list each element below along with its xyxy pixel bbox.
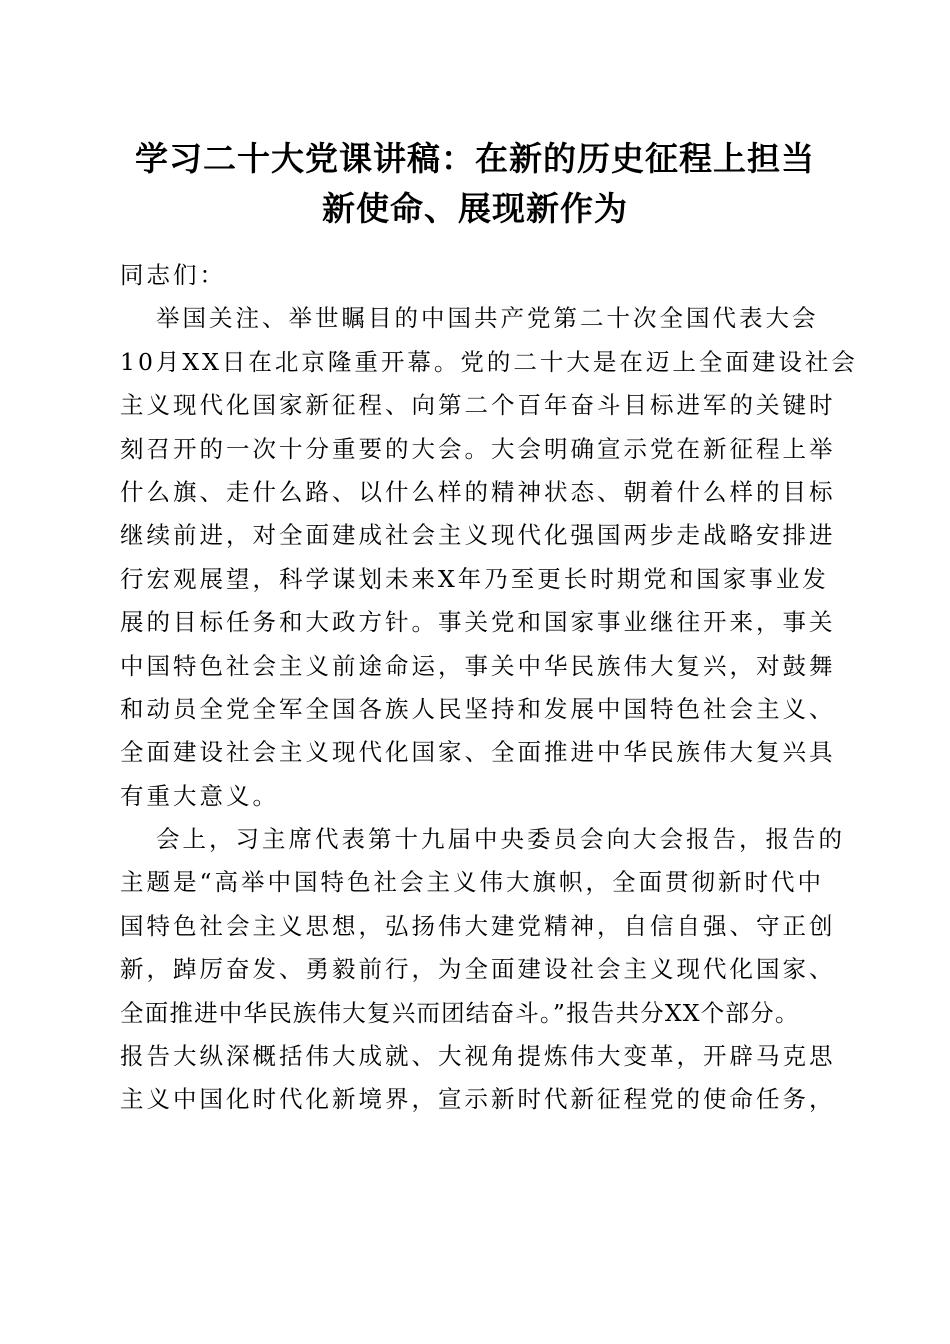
paragraph-line: 全面建设社会主义现代化国家、全面推进中华民族伟大复兴具 <box>120 738 836 767</box>
paragraph-line: 继续前进，对全面建成社会主义现代化强国两步走战略安排进 <box>120 521 836 550</box>
paragraph-line: 什么旗、走什么路、以什么样的精神状态、朝着什么样的目标 <box>120 477 836 506</box>
document-body <box>120 254 858 1122</box>
paragraph-line: 举国关注、举世瞩目的中国共产党第二十次全国代表大会 <box>156 304 819 333</box>
title-line-1: 学习二十大党课讲稿：在新的历史征程上担当 <box>135 139 815 178</box>
paragraph-line: 中国特色社会主义前途命运，事关中华民族伟大复兴，对鼓舞 <box>120 651 836 680</box>
paragraph-1 <box>120 297 858 818</box>
salutation: 同志们： <box>120 261 226 289</box>
title-line-2: 新使命、展现新作为 <box>322 189 628 228</box>
paragraph-2 <box>120 818 845 1122</box>
paragraph-line: 国特色社会主义思想，弘扬伟大建党精神，自信自强、守正创 <box>120 911 836 940</box>
document-title <box>100 134 850 234</box>
paragraph-line: 新，踔厉奋发、勇毅前行，为全面建设社会主义现代化国家、 <box>120 955 836 984</box>
paragraph-line: 行宏观展望，科学谋划未来X年乃至更长时期党和国家事业发 <box>120 564 829 593</box>
paragraph-line: 主义中国化时代化新境界，宣示新时代新征程党的使命任务， <box>120 1085 836 1114</box>
paragraph-line: 会上，习主席代表第十九届中央委员会向大会报告，报告的 <box>156 825 845 854</box>
paragraph-line: 刻召开的一次十分重要的大会。大会明确宣示党在新征程上举 <box>120 434 836 463</box>
paragraph-line: 10月XX日在北京隆重开幕。党的二十大是在迈上全面建设社会 <box>120 347 858 376</box>
paragraph-line: 有重大意义。 <box>120 781 279 810</box>
paragraph-line: 主义现代化国家新征程、向第二个百年奋斗目标进军的关键时 <box>120 391 836 420</box>
paragraph-line: 主题是“高举中国特色社会主义伟大旗帜，全面贯彻新时代中 <box>120 868 825 897</box>
paragraph-line: 展的目标任务和大政方针。事关党和国家事业继往开来，事关 <box>120 608 836 637</box>
paragraph-line: 和动员全党全军全国各族人民坚持和发展中国特色社会主义、 <box>120 694 836 723</box>
paragraph-line: 报告大纵深概括伟大成就、大视角提炼伟大变革，开辟马克思 <box>120 1042 836 1071</box>
paragraph-line: 全面推进中华民族伟大复兴而团结奋斗。”报告共分XX个部分。 <box>120 998 800 1027</box>
